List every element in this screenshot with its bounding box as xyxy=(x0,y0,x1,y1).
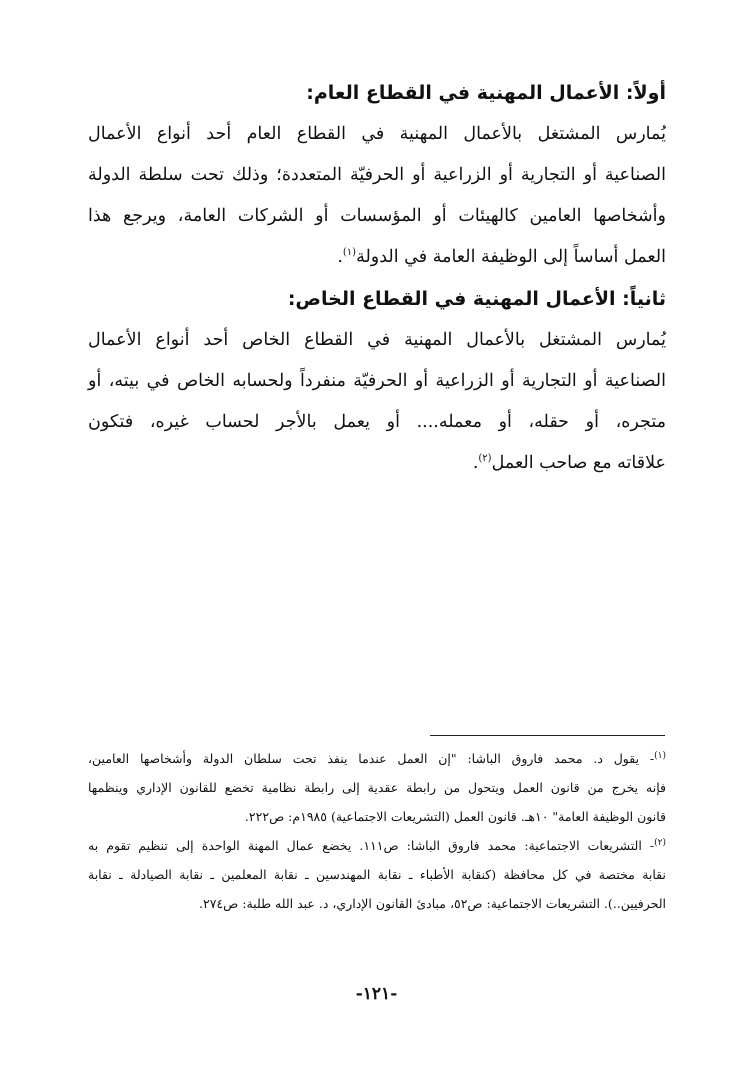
footnote-2 xyxy=(88,831,666,918)
footnotes xyxy=(88,744,666,918)
text-line: الصناعية أو التجارية أو الزراعية أو الحرفيّة منفرداً ولحسابه الخاص في بيته، أو xyxy=(88,371,666,391)
paragraph-public-sector xyxy=(88,114,666,278)
text-line: يُمارس المشتغل بالأعمال المهنية في القطاع الخاص أحد أنواع الأعمال xyxy=(88,330,666,350)
text-line xyxy=(88,237,666,278)
footnote-number: (١) xyxy=(654,750,666,761)
footnote-line: الحرفيين..). التشريعات الاجتماعية: ص٥٢، مبادئ القانون الإداري، د. عبد الله طلبة: ص٢٧٤. xyxy=(199,896,666,911)
section-heading-private-sector: ثانياً: الأعمال المهنية في القطاع الخاص: xyxy=(287,288,666,310)
footnote-line: قانون الوظيفة العامة" ١٠هـ. قانون العمل (التشريعات الاجتماعية) ١٩٨٥م: ص٢٢٢. xyxy=(244,809,666,824)
sentence-end: . xyxy=(337,247,343,267)
footnote-line xyxy=(88,744,666,773)
footnote-text: - يقول د. محمد فاروق الباشا: "إن العمل عندما ينفذ تحت سلطان الدولة وأشخاصها العامين، xyxy=(88,751,655,766)
text-line xyxy=(88,443,666,484)
paragraph-private-sector xyxy=(88,320,666,484)
text-line-content: العمل أساساً إلى الوظيفة العامة في الدولة xyxy=(356,247,666,267)
text-line-content: علاقاته مع صاحب العمل xyxy=(491,453,666,473)
footnote-line: فإنه يخرج من قانون العمل ويتحول من رابطة عقدية إلى رابطة نظامية تخضع للقانون الإداري وينظمها xyxy=(88,780,666,795)
text-line: الصناعية أو التجارية أو الزراعية أو الحرفيّة المتعددة؛ وذلك تحت سلطة الدولة xyxy=(88,165,666,185)
text-line: متجره، أو حقله، أو معمله.... أو يعمل بالأجر لحساب غيره، فتكون xyxy=(88,412,666,432)
footnote-number: (٢) xyxy=(654,837,666,848)
footnote-ref-1[interactable]: (١) xyxy=(342,247,357,259)
footnote-separator xyxy=(430,735,665,736)
page-number: -١٢١- xyxy=(355,984,398,1004)
text-line: وأشخاصها العامين كالهيئات أو المؤسسات أو الشركات العامة، ويرجع هذا xyxy=(88,206,666,226)
sentence-end: . xyxy=(472,453,479,473)
footnote-1 xyxy=(88,744,666,831)
footnote-line xyxy=(88,831,666,860)
footnote-line: نقابة مختصة في كل محافظة (كنقابة الأطباء ـ نقابة المهندسين ـ نقابة المعلمين ـ نقابة الصيادلة ـ نقابة xyxy=(88,867,666,882)
footnote-text: - التشريعات الاجتماعية: محمد فاروق الباشا: ص١١١. يخضع عمال المهنة الواحدة إلى تنظيم تقوم به xyxy=(88,838,655,853)
section-heading-public-sector: أولاً: الأعمال المهنية في القطاع العام: xyxy=(306,82,666,104)
text-line: يُمارس المشتغل بالأعمال المهنية في القطاع العام أحد أنواع الأعمال xyxy=(88,124,666,144)
footnote-ref-2[interactable]: (٢) xyxy=(478,453,492,465)
